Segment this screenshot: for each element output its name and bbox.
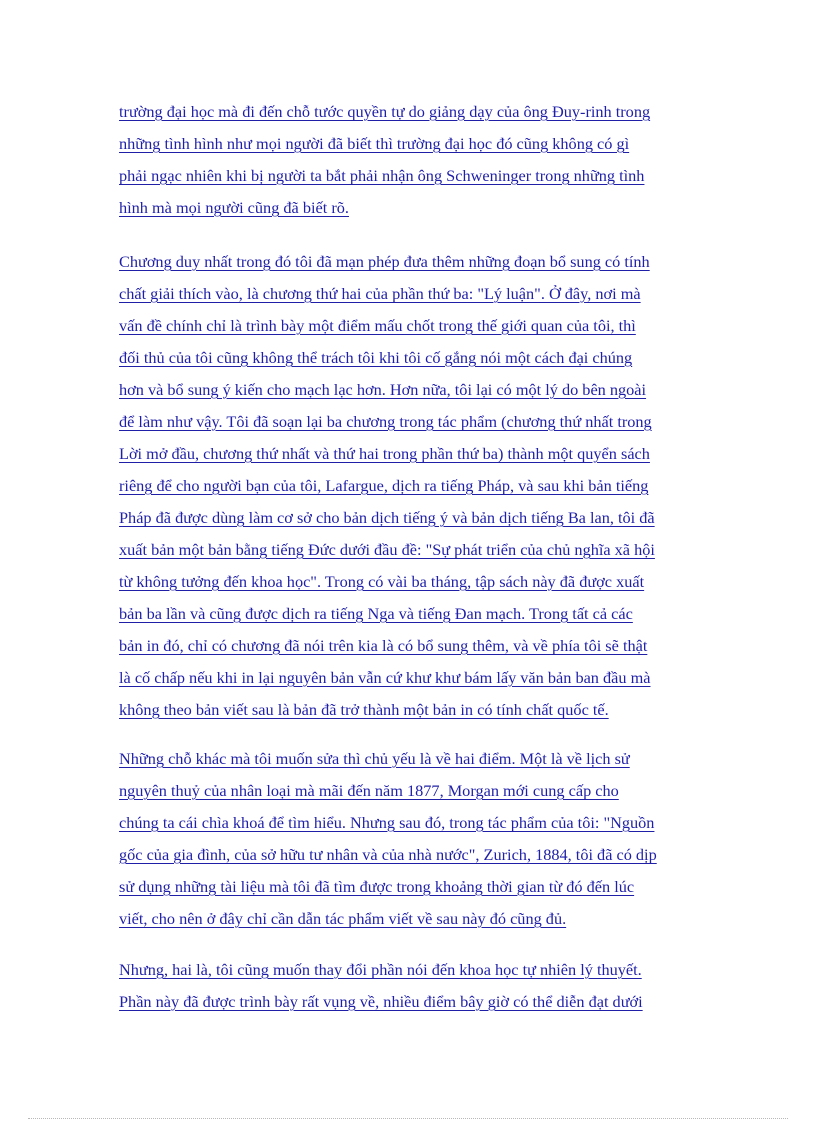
text-line[interactable]: vấn đề chính chỉ là trình bày một điểm mấu chốt trong thế giới quan của tôi, thì bbox=[119, 316, 636, 335]
text-line[interactable]: để làm như vậy. Tôi đã soạn lại ba chương trong tác phẩm (chương thứ nhất trong bbox=[119, 412, 652, 431]
paragraph-3 bbox=[119, 745, 719, 937]
text-line[interactable]: nguyên thuỷ của nhân loại mà mãi đến năm 1877, Morgan mới cung cấp cho bbox=[119, 781, 619, 800]
text-line[interactable]: Lời mở đầu, chương thứ nhất và thứ hai trong phần thứ ba) thành một quyển sách bbox=[119, 444, 650, 463]
paragraph-4 bbox=[119, 956, 719, 1020]
text-line[interactable]: Chương duy nhất trong đó tôi đã mạn phép đưa thêm những đoạn bổ sung có tính bbox=[119, 252, 650, 271]
text-line[interactable]: xuất bản một bản bằng tiếng Đức dưới đầu đề: "Sự phát triển của chủ nghĩa xã hội bbox=[119, 540, 655, 559]
page-bottom-divider bbox=[28, 1118, 788, 1119]
text-line[interactable]: chất giải thích vào, là chương thứ hai của phần thứ ba: "Lý luận". Ở đây, nơi mà bbox=[119, 284, 641, 303]
text-line[interactable]: bản in đó, chỉ có chương đã nói trên kia là có bổ sung thêm, và về phía tôi sẽ thật bbox=[119, 636, 648, 655]
text-line[interactable]: đối thủ của tôi cũng không thể trách tôi khi tôi cố gắng nói một cách đại chúng bbox=[119, 348, 633, 367]
text-line[interactable]: chúng ta cái chìa khoá để tìm hiểu. Nhưng sau đó, trong tác phẩm của tôi: "Nguồn bbox=[119, 813, 655, 832]
text-line[interactable]: gốc của gia đình, của sở hữu tư nhân và của nhà nước", Zurich, 1884, tôi đã có dịp bbox=[119, 845, 657, 864]
text-line[interactable]: từ không tưởng đến khoa học". Trong có vài ba tháng, tập sách này đã được xuất bbox=[119, 572, 645, 591]
paragraph-1 bbox=[119, 98, 719, 226]
text-line[interactable]: Phần này đã được trình bày rất vụng về, nhiều điểm bây giờ có thể diễn đạt dưới bbox=[119, 992, 643, 1011]
text-line[interactable]: những tình hình như mọi người đã biết thì trường đại học đó cũng không có gì bbox=[119, 134, 630, 153]
text-line[interactable]: Nhưng, hai là, tôi cũng muốn thay đổi phần nói đến khoa học tự nhiên lý thuyết. bbox=[119, 960, 642, 979]
text-line[interactable]: riêng để cho người bạn của tôi, Lafargue, dịch ra tiếng Pháp, và sau khi bản tiếng bbox=[119, 476, 649, 495]
text-line[interactable]: bản ba lần và cũng được dịch ra tiếng Nga và tiếng Đan mạch. Trong tất cả các bbox=[119, 604, 633, 623]
text-line[interactable]: là cố chấp nếu khi in lại nguyên bản vẫn cứ khư khư bám lấy văn bản ban đầu mà bbox=[119, 668, 651, 687]
text-line[interactable]: trường đại học mà đi đến chỗ tước quyền tự do giảng dạy của ông Đuy-rinh trong bbox=[119, 102, 651, 121]
text-line[interactable]: sử dụng những tài liệu mà tôi đã tìm được trong khoảng thời gian từ đó đến lúc bbox=[119, 877, 635, 896]
paragraph-2 bbox=[119, 248, 719, 728]
text-line[interactable]: Pháp đã được dùng làm cơ sở cho bản dịch tiếng ý và bản dịch tiếng Ba lan, tôi đã bbox=[119, 508, 655, 527]
text-line[interactable]: hình mà mọi người cũng đã biết rõ. bbox=[119, 198, 349, 217]
text-line[interactable]: hơn và bổ sung ý kiến cho mạch lạc hơn. Hơn nữa, tôi lại có một lý do bên ngoài bbox=[119, 380, 647, 399]
text-line[interactable]: Những chỗ khác mà tôi muốn sửa thì chủ yếu là về hai điểm. Một là về lịch sử bbox=[119, 749, 630, 768]
text-line[interactable]: viết, cho nên ở đây chỉ cần dẫn tác phẩm viết về sau này đó cũng đủ. bbox=[119, 909, 567, 928]
text-line[interactable]: không theo bản viết sau là bản đã trở thành một bản in có tính chất quốc tế. bbox=[119, 700, 609, 719]
text-line[interactable]: phải ngạc nhiên khi bị người ta bắt phải nhận ông Schweninger trong những tình bbox=[119, 166, 645, 185]
